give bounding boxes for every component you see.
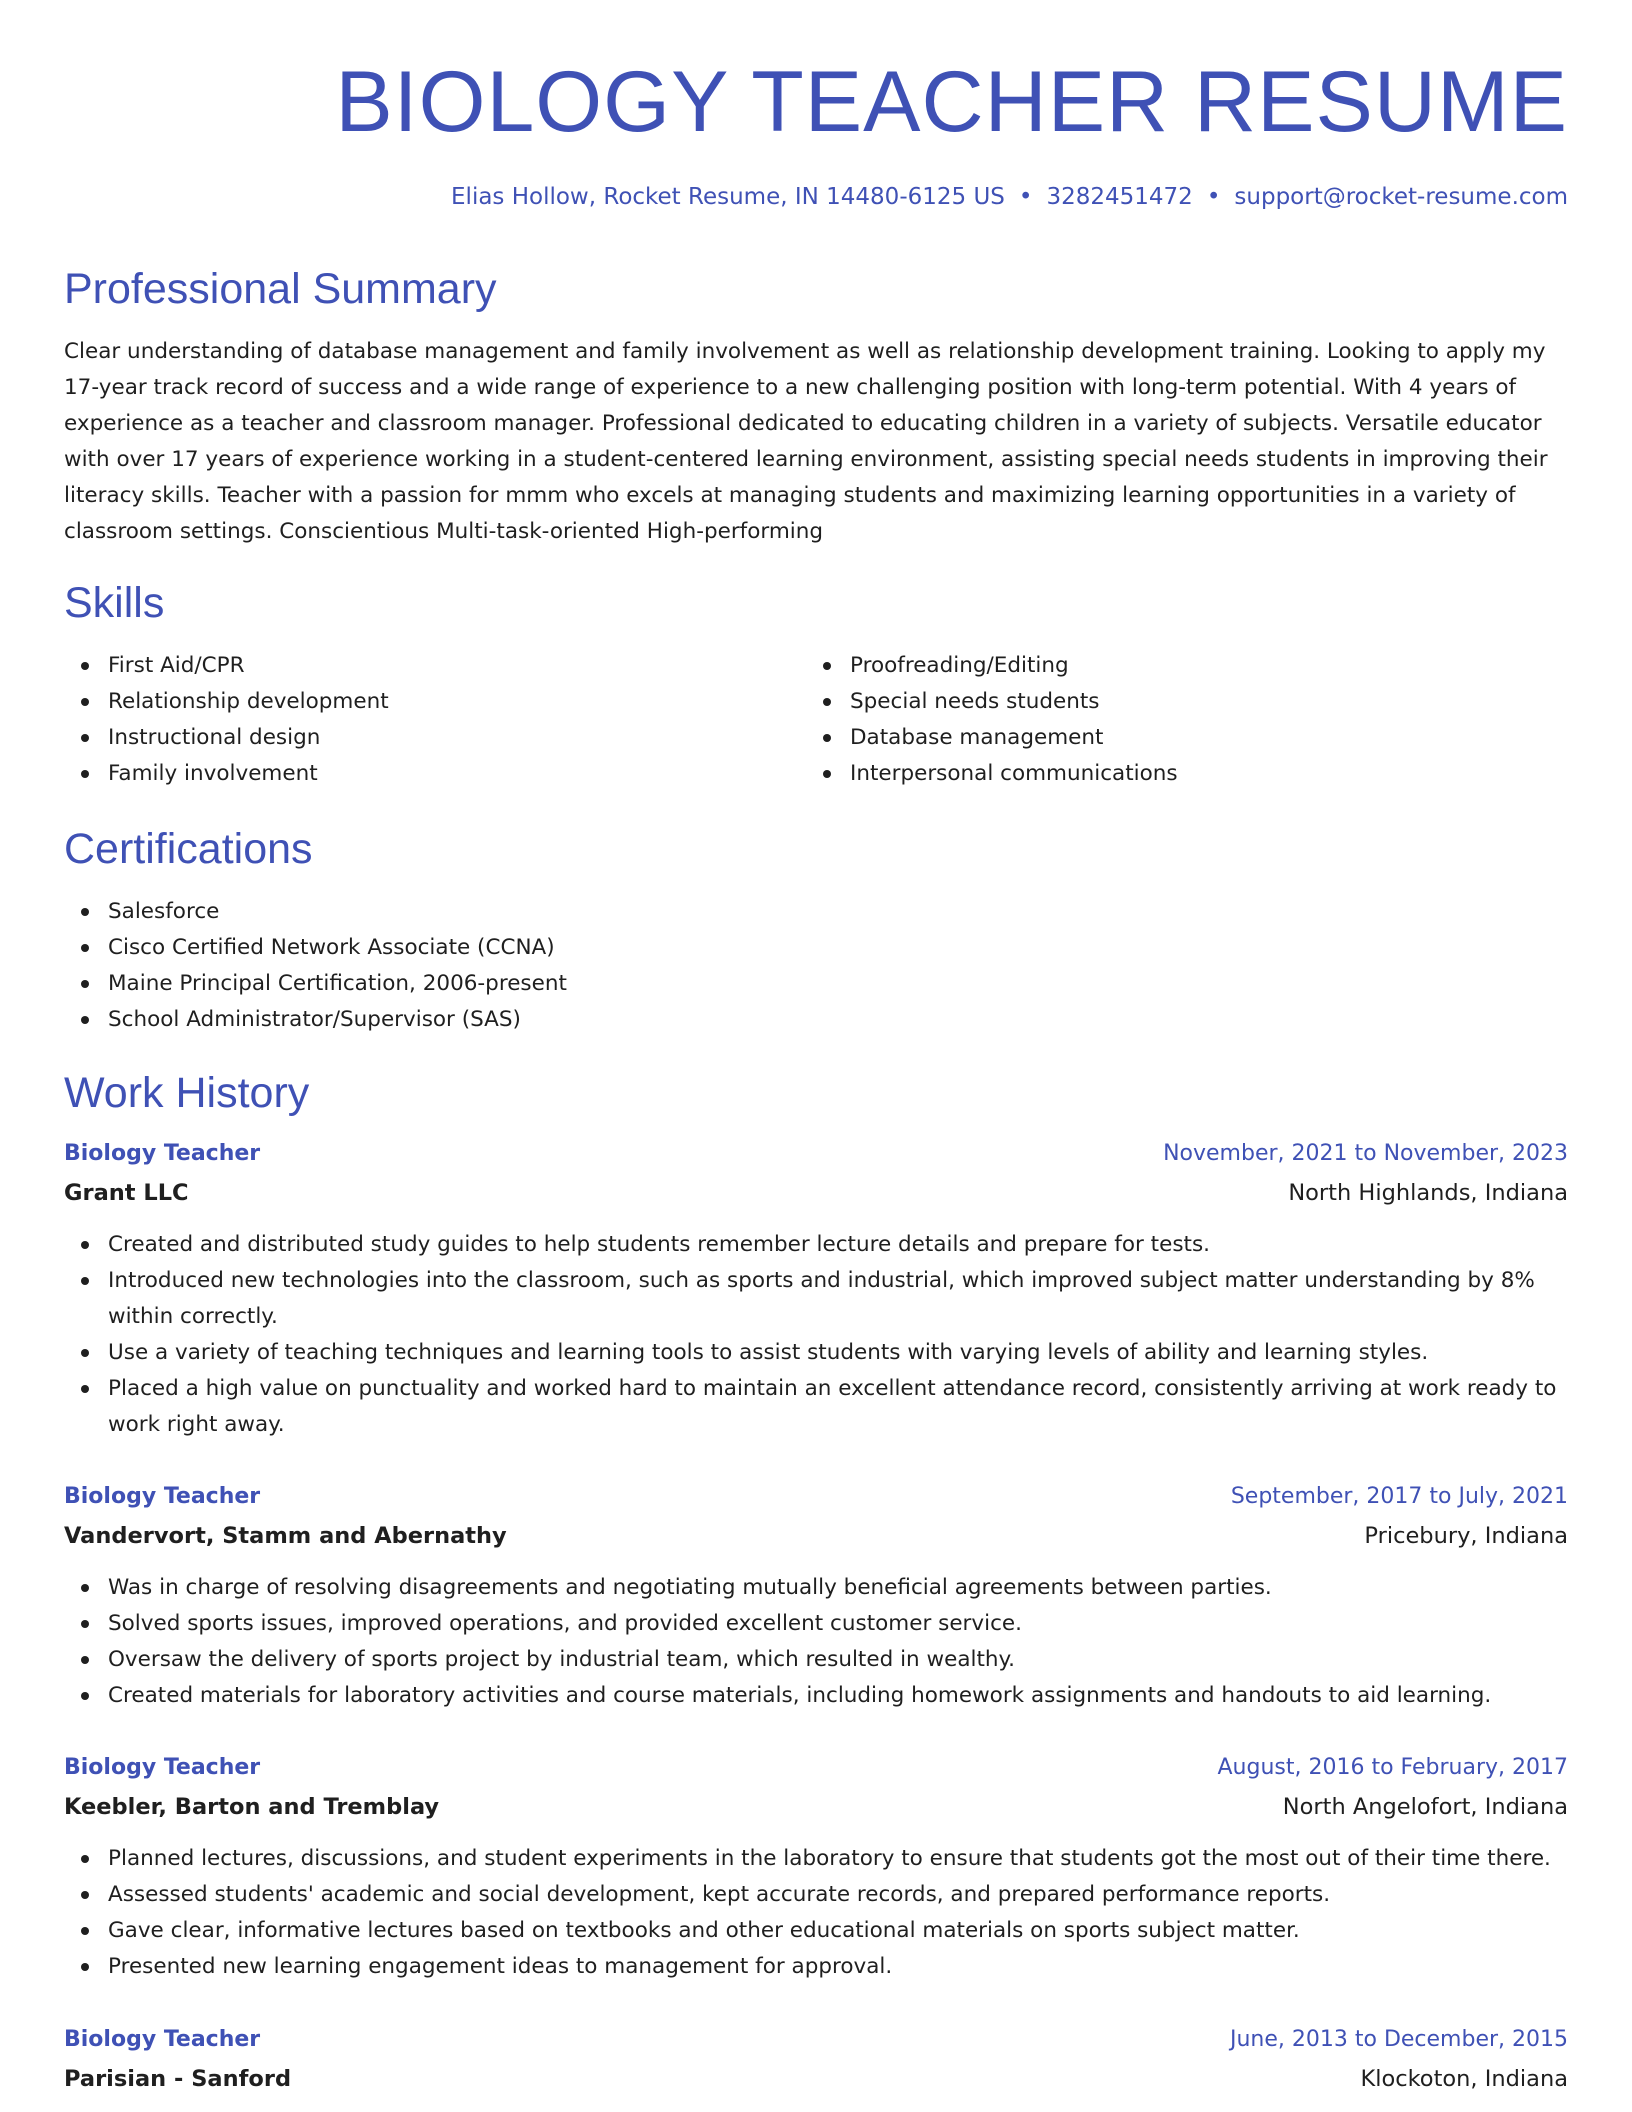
bullet-icon xyxy=(81,770,89,778)
skill-item xyxy=(806,648,1178,684)
job-entry xyxy=(64,1478,1568,1714)
job-bullet-text: Presented new learning engagement ideas to management for approval. xyxy=(108,1954,893,1979)
certification-label: Cisco Certified Network Associate (CCNA) xyxy=(108,935,555,960)
job-bullet-text: Oversaw the delivery of sports project by industrial team, which resulted in wealthy. xyxy=(108,1647,1016,1672)
job-bullet-text: Introduced new technologies into the classroom, such as sports and industrial, which improved subject matter understanding by 8% within correctly. xyxy=(108,1268,1535,1329)
skill-label: Relationship development xyxy=(108,689,389,714)
section-title-summary: Professional Summary xyxy=(64,265,497,313)
skill-item xyxy=(64,720,389,756)
job-bullet xyxy=(64,1263,1568,1335)
job-bullet xyxy=(64,1949,1568,1985)
job-bullet-text: Created and distributed study guides to help students remember lecture details and prepare for tests. xyxy=(108,1232,1210,1257)
job-bullet xyxy=(64,1642,1568,1678)
job-bullets xyxy=(64,1570,1568,1714)
job-bullet xyxy=(64,1570,1568,1606)
job-bullet xyxy=(64,1678,1568,1714)
job-bullet xyxy=(64,1227,1568,1263)
job-location: Pricebury, Indiana xyxy=(1364,1523,1568,1549)
section-title-skills: Skills xyxy=(64,579,165,627)
skill-item xyxy=(64,648,389,684)
job-title: Biology Teacher xyxy=(64,1141,261,1166)
bullet-icon xyxy=(823,734,831,742)
skill-item xyxy=(64,756,389,792)
bullet-icon xyxy=(81,944,89,952)
section-title-certifications: Certifications xyxy=(64,825,313,873)
job-title: Biology Teacher xyxy=(64,1484,261,1509)
bullet-icon xyxy=(81,1277,89,1285)
bullet-icon xyxy=(81,1927,89,1935)
certification-label: Salesforce xyxy=(108,899,220,924)
job-bullet-text: Assessed students' academic and social development, kept accurate records, and prepared performance reports. xyxy=(108,1882,1331,1907)
contact-address: Elias Hollow, Rocket Resume, IN 14480-6125 US xyxy=(451,184,1005,210)
bullet-icon xyxy=(823,662,831,670)
certification-item xyxy=(64,1002,567,1038)
bullet-icon xyxy=(81,1891,89,1899)
bullet-icon xyxy=(81,662,89,670)
job-bullet xyxy=(64,1913,1568,1949)
job-bullet xyxy=(64,1877,1568,1913)
bullet-icon xyxy=(81,1016,89,1024)
job-bullet-text: Gave clear, informative lectures based on textbooks and other educational materials on sports subject matter. xyxy=(108,1918,1300,1943)
job-company: Parisian - Sanford xyxy=(64,2066,292,2092)
skill-item xyxy=(806,756,1178,792)
job-bullet-text: Placed a high value on punctuality and worked hard to maintain an excellent attendance record, consistently arriving at work ready to work right away. xyxy=(108,1376,1557,1437)
job-entry xyxy=(64,1749,1568,1985)
skill-item xyxy=(64,684,389,720)
job-title: Biology Teacher xyxy=(64,2027,261,2052)
bullet-icon xyxy=(81,980,89,988)
job-dates: August, 2016 to February, 2017 xyxy=(1217,1755,1568,1780)
skill-label: Instructional design xyxy=(108,725,321,750)
job-bullets xyxy=(64,1841,1568,1985)
job-bullets xyxy=(64,1227,1568,1443)
bullet-icon xyxy=(81,1692,89,1700)
job-title: Biology Teacher xyxy=(64,1755,261,1780)
contact-email[interactable]: support@rocket-resume.com xyxy=(1234,184,1568,210)
job-bullet-text: Was in charge of resolving disagreements and negotiating mutually beneficial agreements between parties. xyxy=(108,1575,1272,1600)
bullet-icon xyxy=(823,698,831,706)
summary-text: Clear understanding of database management and family involvement as well as relationship development training. Looking to apply my 17-year track record of success and a wide range of experience to a new challenging position with long-term potential. With 4 years of experience as a teacher and classroom manager. Professional dedicated to educating children in a variety of subjects. Versatile educator with over 17 years of experience working in a student-centered learning environment, assisting special needs students in improving their literacy skills. Teacher with a passion for mmm who excels at managing students and maximizing learning opportunities in a variety of classroom settings. Conscientious Multi-task-oriented High-performing xyxy=(64,339,1548,544)
certification-item xyxy=(64,966,567,1002)
certification-item xyxy=(64,930,567,966)
job-entry xyxy=(64,2021,1568,2099)
skill-label: Family involvement xyxy=(108,761,318,786)
skill-item xyxy=(806,684,1178,720)
certification-item xyxy=(64,894,567,930)
job-entry xyxy=(64,1135,1568,1443)
bullet-icon xyxy=(81,734,89,742)
bullet-icon xyxy=(81,908,89,916)
skill-label: Database management xyxy=(850,725,1104,750)
job-location: North Angelofort, Indiana xyxy=(1282,1794,1568,1820)
skill-label: First Aid/CPR xyxy=(108,653,245,678)
bullet-icon xyxy=(81,1385,89,1393)
skill-item xyxy=(806,720,1178,756)
contact-separator: • xyxy=(1206,184,1221,210)
job-bullet xyxy=(64,1606,1568,1642)
job-bullet-text: Solved sports issues, improved operations, and provided excellent customer service. xyxy=(108,1611,1022,1636)
bullet-icon xyxy=(81,1620,89,1628)
certifications-list xyxy=(64,894,567,1038)
bullet-icon xyxy=(81,1963,89,1971)
job-location: Klockoton, Indiana xyxy=(1360,2066,1568,2092)
job-dates: September, 2017 to July, 2021 xyxy=(1230,1484,1568,1509)
job-dates: June, 2013 to December, 2015 xyxy=(1229,2027,1568,2052)
job-bullet-text: Planned lectures, discussions, and student experiments in the laboratory to ensure that students got the most out of their time there. xyxy=(108,1846,1551,1871)
job-company: Grant LLC xyxy=(64,1180,189,1206)
job-dates: November, 2021 to November, 2023 xyxy=(1163,1141,1568,1166)
job-bullet xyxy=(64,1841,1568,1877)
section-title-work-history: Work History xyxy=(64,1069,310,1117)
certification-label: Maine Principal Certification, 2006-present xyxy=(108,971,567,996)
job-bullet-text: Use a variety of teaching techniques and learning tools to assist students with varying levels of ability and learning styles. xyxy=(108,1340,1429,1365)
certification-label: School Administrator/Supervisor (SAS) xyxy=(108,1007,521,1032)
skills-list-left xyxy=(64,648,389,792)
contact-phone[interactable]: 3282451472 xyxy=(1046,184,1193,210)
skill-label: Special needs students xyxy=(850,689,1100,714)
bullet-icon xyxy=(81,1584,89,1592)
contact-separator: • xyxy=(1018,184,1033,210)
resume-title: BIOLOGY TEACHER RESUME xyxy=(335,54,1568,150)
job-company: Keebler, Barton and Tremblay xyxy=(64,1794,440,1820)
contact-line xyxy=(451,180,1568,214)
bullet-icon xyxy=(81,1855,89,1863)
job-bullet xyxy=(64,1335,1568,1371)
job-company: Vandervort, Stamm and Abernathy xyxy=(64,1523,507,1549)
bullet-icon xyxy=(823,770,831,778)
bullet-icon xyxy=(81,1349,89,1357)
job-location: North Highlands, Indiana xyxy=(1288,1180,1568,1206)
skill-label: Proofreading/Editing xyxy=(850,653,1069,678)
bullet-icon xyxy=(81,1241,89,1249)
skills-list-right xyxy=(806,648,1178,792)
job-bullet-text: Created materials for laboratory activities and course materials, including homework assignments and handouts to aid learning. xyxy=(108,1683,1492,1708)
job-bullet xyxy=(64,1371,1568,1443)
skill-label: Interpersonal communications xyxy=(850,761,1178,786)
bullet-icon xyxy=(81,1656,89,1664)
bullet-icon xyxy=(81,698,89,706)
